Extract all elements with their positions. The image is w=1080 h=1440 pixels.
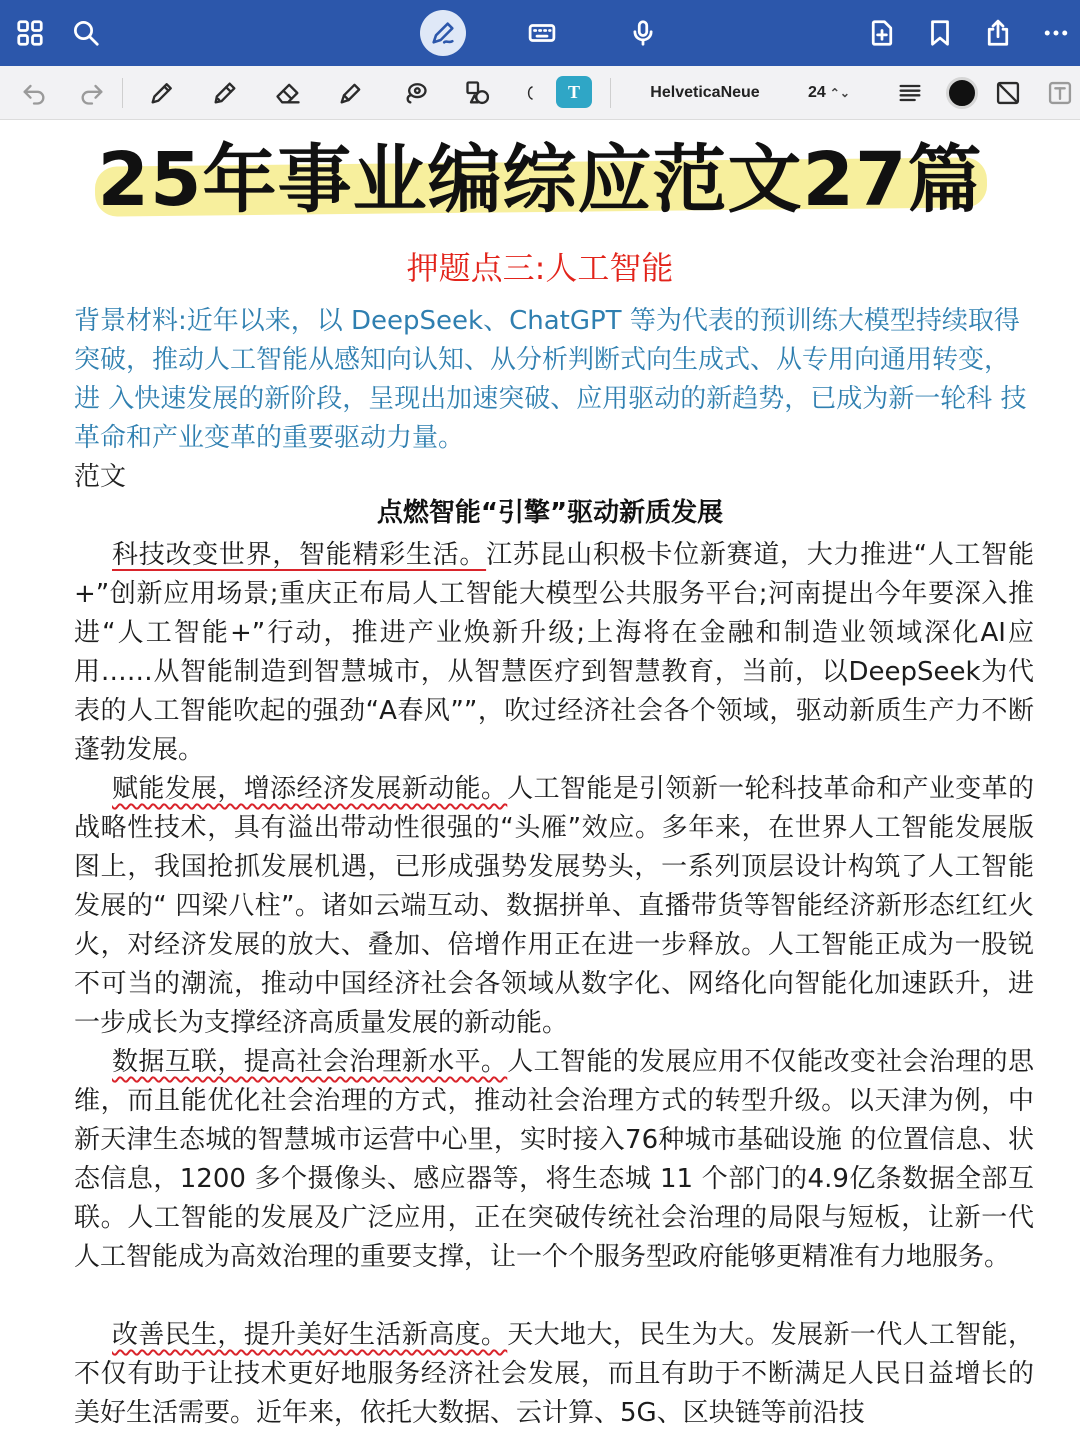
paragraph-text: 天大地大，民生为大。发展新一代人工智能，不仅有助于让技术更好地服务经济社会发展，而且有助于不断满足人民日益增长的美好生活需要。近年来，依托大数据、云计算、5G、区块链等前沿技	[74, 1320, 1034, 1428]
drawing-toolbar	[0, 66, 1080, 120]
share-icon[interactable]	[978, 13, 1018, 53]
shapes-icon[interactable]	[460, 75, 496, 111]
color-picker-swatch[interactable]	[946, 77, 978, 109]
partial-tool-icon[interactable]	[520, 75, 538, 111]
undo-icon[interactable]	[16, 75, 52, 111]
redo-icon[interactable]	[74, 75, 110, 111]
paragraph-lead: 科技改变世界，智能精彩生活。	[112, 540, 487, 570]
pen-icon[interactable]	[420, 10, 466, 56]
text-tool-button[interactable]	[556, 76, 592, 108]
paragraph-lead: 改善民生，提升美好生活新高度。	[112, 1320, 508, 1350]
more-icon[interactable]	[1036, 13, 1076, 53]
paragraph-text: 人工智能是引领新一轮科技革命和产业变革的战略性技术，具有溢出带动性很强的“头雁”效应。多年来，在世界人工智能发展版图上，我国抢抓发展机遇，已形成强势发展势头，一系列顶层设计构筑了人工智能发展的“ 四梁八柱”。诸如云端互动、数据拼单、直播带货等智能经济新形态红红火火，对经济发展的放大、叠加、倍增作用正在进一步释放。人工智能正成为一股锐不可当的潮流，推动中国经济社会各领域从数字化、网络化向智能化加速跃升，进一步成长为支撑经济高质量发展的新动能。	[74, 774, 1034, 1038]
pencil-icon[interactable]	[207, 75, 243, 111]
pen-tool-icon[interactable]	[144, 75, 180, 111]
eraser-icon[interactable]	[270, 75, 306, 111]
essay-title: 点燃智能“引擎”驱动新质发展	[376, 498, 724, 528]
paragraph-lead: 数据互联，提高社会治理新水平。	[112, 1047, 508, 1077]
highlighter-icon[interactable]	[333, 75, 369, 111]
lasso-icon[interactable]	[397, 75, 433, 111]
text-box-style-icon[interactable]	[990, 75, 1026, 111]
font-family-selector[interactable]: HelveticaNeue	[650, 84, 760, 101]
add-page-icon[interactable]	[862, 13, 902, 53]
paragraph-text: 人工智能的发展应用不仅能改变社会治理的思维，而且能优化社会治理的方式，推动社会治理方式的转型升级。以天津为例，中新天津生态城的智慧城市运营中心里，实时接入76种城市基础设施 的位置信息、状态信息，1200 多个摄像头、感应器等，将生态城 11 个部门的4.9亿条数据全部互联。人工智能的发展及广泛应用，正在突破传统社会治理的局限与短板，让新一代人工智能成为高效治理的重要支撑，让一个个服务型政府能够更精准有力地服务。	[74, 1047, 1034, 1272]
page-title: 25年事业编综应范文27篇	[97, 137, 983, 223]
font-size-value: 24	[808, 84, 826, 101]
grid-icon[interactable]	[10, 13, 50, 53]
bookmark-icon[interactable]	[920, 13, 960, 53]
keyboard-icon[interactable]	[522, 13, 562, 53]
paragraph-lead: 赋能发展，增添经济发展新动能。	[112, 774, 508, 804]
essay-paragraph-2	[74, 770, 1034, 1043]
microphone-icon[interactable]	[623, 13, 663, 53]
essay-paragraph-4	[74, 1316, 1034, 1433]
search-icon[interactable]	[66, 13, 106, 53]
essay-paragraph-3	[74, 1043, 1034, 1277]
font-size-selector[interactable]	[808, 80, 868, 106]
document-title-block	[0, 130, 1080, 230]
section-label: 范文	[74, 462, 127, 492]
background-material: 背景材料:近年以来，以 DeepSeek、ChatGPT 等为代表的预训练大模型持续取得突破，推动人工智能从感知向认知、从分析判断式向生成式、从专用向通用转变，进 入快速发展的新阶段，呈现出加速突破、应用驱动的新趋势，已成为新一轮科 技革命和产业变革的重要驱动力量。	[74, 306, 1027, 453]
font-size-chevron: ⌃⌄	[829, 86, 850, 100]
align-icon[interactable]	[892, 75, 928, 111]
top-app-bar	[0, 0, 1080, 66]
subtitle: 押题点三:人工智能	[406, 249, 674, 287]
essay-paragraph-1	[74, 536, 1034, 770]
text-box-icon[interactable]	[1042, 75, 1078, 111]
paragraph-text: 江苏昆山积极卡位新赛道，大力推进“人工智能+”创新应用场景;重庆正布局人工智能大模型公共服务平台;河南提出今年要深入推进“人工智能+”行动，推进产业焕新升级;上海将在金融和制造业领域深化AI应用……从智能制造到智慧城市，从智慧医疗到智慧教育，当前，以DeepSeek为代表的人工智能吹起的强劲“A春风””，吹过经济社会各个领域，驱动新质生产力不断蓬勃发展。	[74, 540, 1034, 765]
text-tool-label: T	[567, 81, 580, 102]
